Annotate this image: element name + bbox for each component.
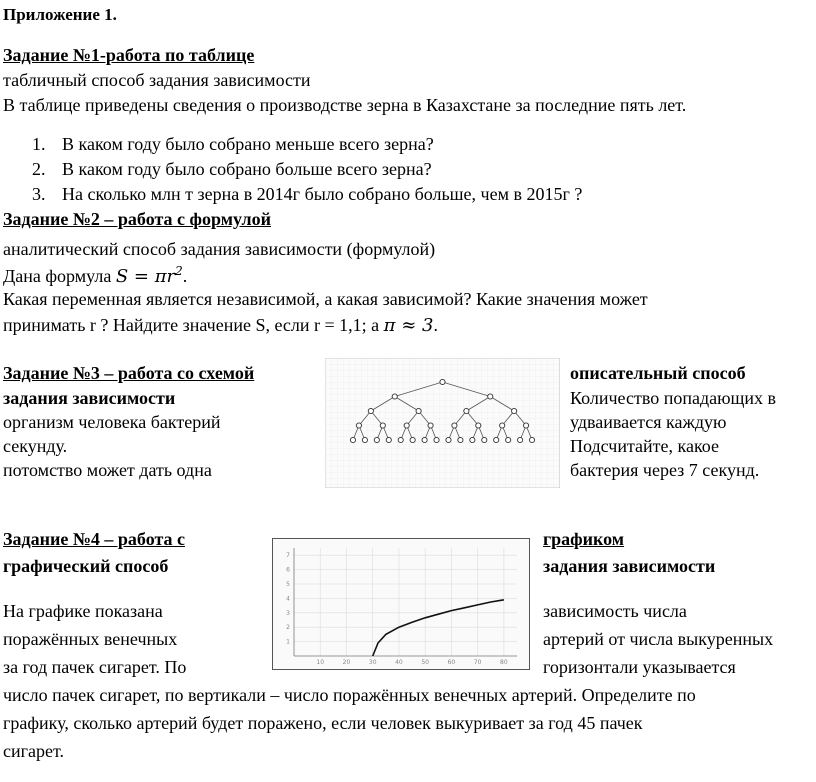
bacterium-node [523, 423, 528, 428]
task1-title: Задание №1-работа по таблице [3, 45, 255, 65]
task2-line1: аналитический способ задания зависимости (формулой) [3, 239, 436, 259]
bacterium-node [488, 394, 493, 399]
bacterium-node [404, 423, 409, 428]
task2-formula-line [3, 265, 187, 286]
task3-right-line: Подсчитайте, какое [570, 436, 720, 456]
formula-prefix: Дана формула [3, 266, 116, 286]
task2-line4-text: принимать r ? Найдите значение S, если r = 1,1; а [3, 315, 384, 335]
bacterium-node [517, 437, 522, 442]
bacterium-node [500, 423, 505, 428]
bacterium-node [434, 437, 439, 442]
task4-left-line: На графике показана [3, 601, 163, 621]
x-tick-label: 30 [368, 659, 377, 666]
task4-left-line: за год пачек сигарет. По [3, 657, 187, 677]
task4-right-line: горизонтали указывается [543, 657, 736, 677]
question-text: В каком году было собрано меньше всего зерна? [62, 134, 434, 154]
task3-title-right: описательный способ [570, 363, 746, 383]
page-header: Приложение 1. [3, 5, 117, 24]
bacterium-node [464, 408, 469, 413]
task3-title: Задание №3 – работа со схемой [3, 363, 255, 383]
bacterium-node [452, 423, 457, 428]
question-text: На сколько млн т зерна в 2014г было собрано больше, чем в 2015г ? [62, 184, 583, 204]
task4-right-line: зависимость числа [543, 601, 687, 621]
task3-right-line: удваивается каждую [570, 412, 727, 432]
task2-line4-end: . [433, 315, 438, 335]
question-number: 3. [32, 184, 46, 204]
task4-title: Задание №4 – работа с [3, 529, 186, 549]
bacterium-node [440, 379, 445, 384]
bacterium-node [512, 408, 517, 413]
bacterium-node [362, 437, 367, 442]
task4-right-line: артерий от числа выкуренных [543, 629, 774, 649]
y-tick-label: 1 [286, 638, 290, 646]
task2-line3: Какая переменная является независимой, а какая зависимой? Какие значения может [3, 289, 648, 309]
x-tick-label: 40 [395, 659, 403, 666]
task3-left-line: организм человека бактерий [3, 412, 221, 432]
bacterium-node [356, 423, 361, 428]
bacterium-node [428, 423, 433, 428]
formula-end: . [182, 266, 188, 286]
bacteria-tree-diagram [325, 358, 560, 488]
bacterium-node [398, 437, 403, 442]
bacterium-node [458, 437, 463, 442]
task4-full-line: сигарет. [3, 741, 64, 761]
bacterium-node [380, 423, 385, 428]
x-tick-label: 10 [316, 659, 325, 666]
arteries-vs-cigarettes-chart [272, 538, 530, 670]
question-number: 2. [32, 159, 46, 179]
bacterium-node [374, 437, 379, 442]
x-tick-label: 70 [473, 659, 482, 666]
task3-left-line: секунду. [3, 436, 68, 456]
x-tick-label: 60 [447, 659, 456, 666]
bacterium-node [422, 437, 427, 442]
task4-left-line: поражённых венечных [3, 629, 178, 649]
y-tick-label: 6 [286, 566, 290, 574]
bacterium-node [386, 437, 391, 442]
y-tick-label: 7 [286, 552, 290, 560]
bacterium-node [494, 437, 499, 442]
pi-approx: π ≈ 3 [383, 315, 434, 336]
bacterium-node [416, 408, 421, 413]
bacterium-node [410, 437, 415, 442]
formula-exponent: 2 [175, 264, 183, 278]
task3-left-line: потомство может дать одна [3, 460, 212, 480]
x-tick-label: 50 [421, 659, 429, 666]
task4-full-line: графику, сколько артерий будет поражено, если человек выкуривает за год 45 пачек [3, 713, 643, 733]
y-tick-label: 5 [286, 581, 290, 588]
bacterium-node [392, 394, 397, 399]
bacterium-node [446, 437, 451, 442]
task4-full-line: число пачек сигарет, по вертикали – число поражённых венечных артерий. Определите по [3, 685, 696, 705]
bacterium-node [482, 437, 487, 442]
task4-subtitle: графический способ [3, 556, 169, 576]
question-number: 1. [32, 134, 46, 154]
y-tick-label: 4 [286, 595, 290, 603]
bacterium-node [470, 437, 475, 442]
task1-line2: В таблице приведены сведения о производстве зерна в Казахстане за последние пять лет. [3, 95, 687, 115]
formula: S = πr [115, 266, 176, 287]
task3-right-line: бактерия через 7 секунд. [570, 460, 760, 480]
task3-right-line: Количество попадающих в [570, 388, 777, 408]
task4-subtitle-right: задания зависимости [543, 556, 716, 576]
bacterium-node [506, 437, 511, 442]
bacterium-node [368, 408, 373, 413]
question-text: В каком году было собрано больше всего зерна? [62, 159, 432, 179]
bacterium-node [476, 423, 481, 428]
task4-title-right: графиком [543, 529, 625, 549]
task1-line1: табличный способ задания зависимости [3, 70, 311, 90]
y-tick-label: 2 [286, 624, 290, 632]
y-tick-label: 3 [286, 609, 290, 617]
x-tick-label: 80 [500, 659, 508, 666]
task2-line4 [3, 316, 438, 335]
bacterium-node [350, 437, 355, 442]
task2-title: Задание №2 – работа с формулой [3, 209, 271, 229]
bacterium-node [529, 437, 534, 442]
x-tick-label: 20 [342, 659, 351, 666]
task3-left-line: задания зависимости [3, 388, 176, 408]
